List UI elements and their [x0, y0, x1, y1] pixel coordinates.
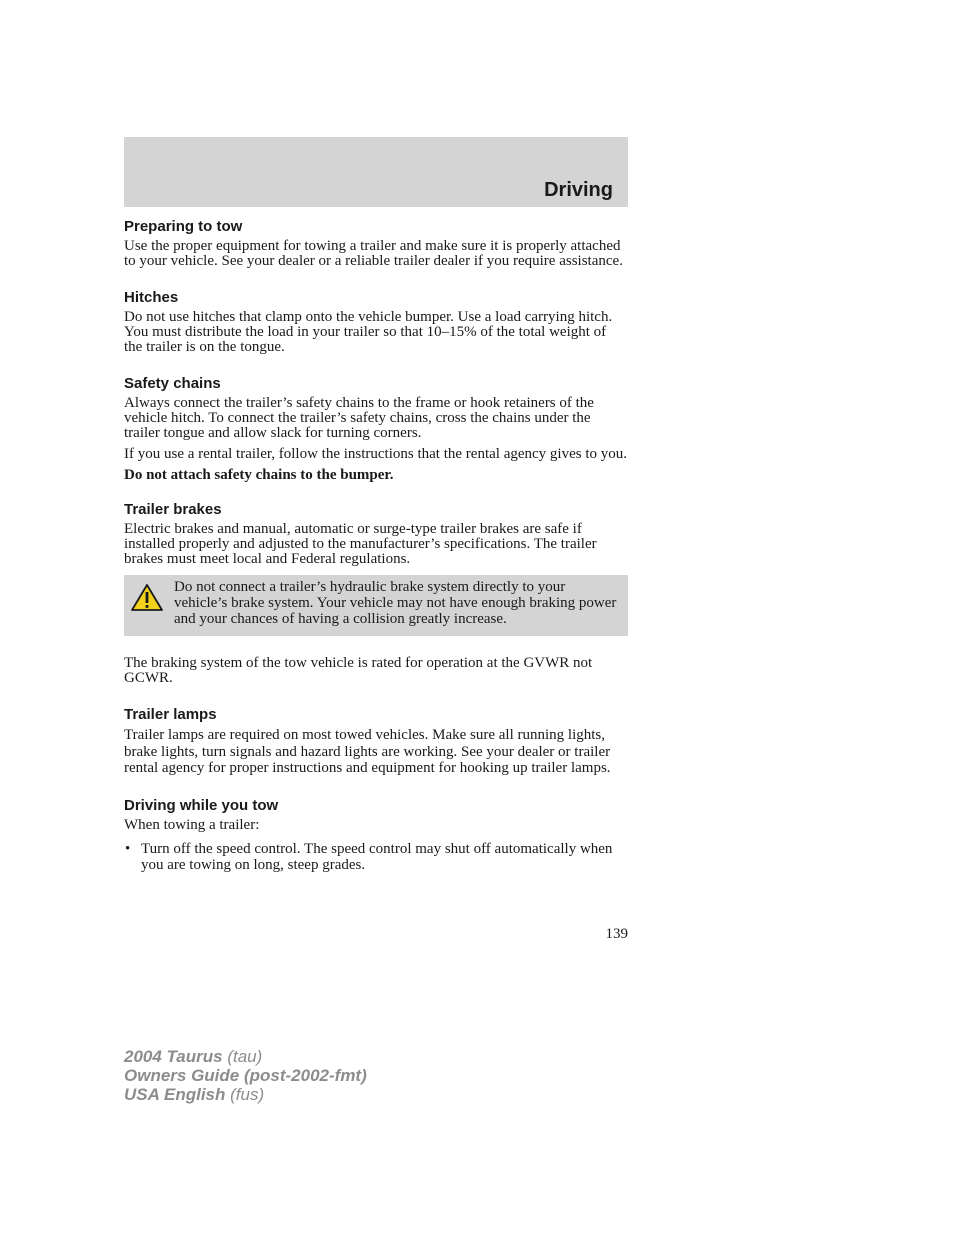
- footer-line-model: 2004 Taurus (tau): [124, 1047, 263, 1066]
- warning-text: Do not connect a trailer’s hydraulic brake system directly to your vehicle’s brake system. Your vehicle may not have enough braking power and your chances of having a collision greatly increase.: [174, 579, 617, 627]
- document-footer: [124, 1047, 367, 1104]
- heading-preparing-to-tow: Preparing to tow: [124, 218, 243, 235]
- heading-hitches: Hitches: [124, 289, 179, 306]
- paragraph-safety-chains-2: If you use a rental trailer, follow the instructions that the rental agency gives to you.: [124, 446, 627, 462]
- bullet-icon: •: [125, 840, 131, 857]
- page-content: [124, 218, 628, 873]
- paragraph-trailer-lamps: Trailer lamps are required on most towed vehicles. Make sure all running lights, brake lights, turn signals and hazard lights are working. See your dealer or trailer rental agency for proper instructions and equipment for hooking up trailer lamps.: [124, 727, 611, 776]
- safety-chains-note: Do not attach safety chains to the bumper.: [124, 467, 394, 483]
- paragraph-braking-rating: The braking system of the tow vehicle is rated for operation at the GVWR not GCWR.: [124, 655, 593, 686]
- footer-line-language: USA English (fus): [124, 1085, 265, 1104]
- list-item-text: Turn off the speed control. The speed control may shut off automatically when you are towing on long, steep grades.: [141, 840, 613, 873]
- section-title: Driving: [544, 179, 613, 201]
- paragraph-trailer-brakes: Electric brakes and manual, automatic or surge-type trailer brakes are safe if installed properly and adjusted to the manufacturer’s specifications. The trailer brakes must meet local and Federal regulations.: [124, 521, 597, 567]
- heading-trailer-brakes: Trailer brakes: [124, 501, 222, 518]
- warning-triangle-icon: [130, 583, 164, 613]
- paragraph-preparing-to-tow: Use the proper equipment for towing a trailer and make sure it is properly attached to your vehicle. See your dealer or a reliable trailer dealer if you require assistance.: [124, 238, 623, 269]
- list-item: [124, 841, 628, 873]
- heading-driving-while-you-tow: Driving while you tow: [124, 796, 279, 814]
- footer-line-guide: Owners Guide (post-2002-fmt): [124, 1066, 367, 1085]
- page-number: 139: [605, 926, 628, 942]
- paragraph-safety-chains-1: Always connect the trailer’s safety chains to the frame or hook retainers of the vehicle hitch. To connect the trailer’s safety chains, cross the chains under the trailer tongue and allow slack for turning corners.: [124, 395, 594, 441]
- warning-box: [124, 575, 628, 636]
- heading-trailer-lamps: Trailer lamps: [124, 706, 217, 723]
- section-header-band: [124, 137, 628, 207]
- paragraph-hitches: Do not use hitches that clamp onto the vehicle bumper. Use a load carrying hitch. You must distribute the load in your trailer so that 10–15% of the total weight of the trailer is on the tongue.: [124, 309, 613, 355]
- heading-safety-chains: Safety chains: [124, 375, 221, 392]
- paragraph-when-towing: When towing a trailer:: [124, 816, 260, 833]
- towing-tips-list: [124, 841, 628, 873]
